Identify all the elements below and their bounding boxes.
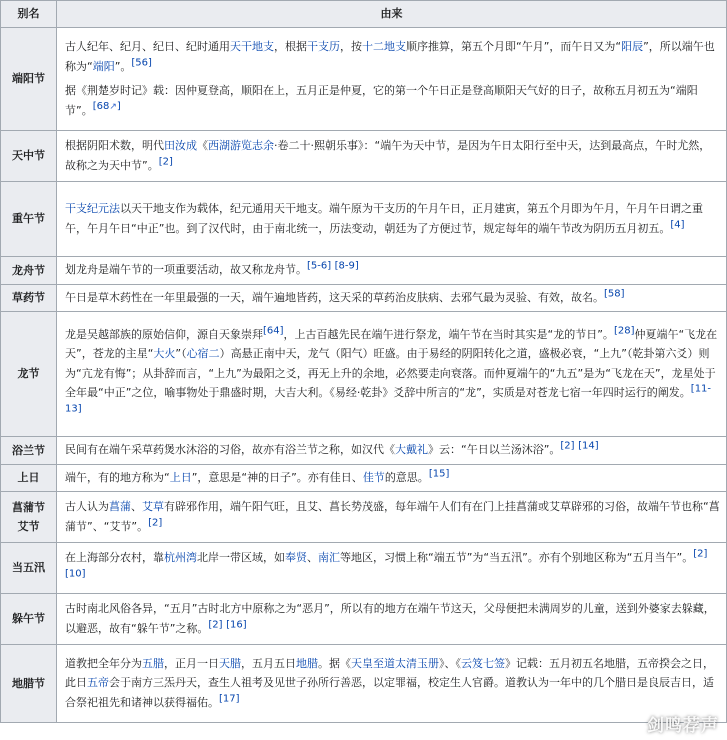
citation-link[interactable]: [15]: [428, 467, 450, 479]
table-row: [1, 257, 727, 285]
table-header: [1, 1, 727, 28]
link[interactable]: 上日: [169, 470, 192, 484]
row-name: 上日: [1, 464, 57, 492]
link[interactable]: 艾草: [142, 500, 164, 513]
row-name: 躲午节: [1, 594, 57, 645]
citation-link[interactable]: [2]: [148, 516, 163, 528]
link[interactable]: 天腊: [219, 656, 241, 670]
row-name: 地腊节: [1, 645, 57, 723]
link[interactable]: 天干地支: [230, 40, 274, 53]
table-row: [1, 464, 727, 492]
citation-link[interactable]: [28]: [613, 325, 635, 337]
citation-link[interactable]: [56]: [131, 56, 152, 68]
table-row: [1, 284, 727, 312]
row-name: 龙节: [1, 312, 57, 437]
table-row: [1, 594, 727, 645]
table-row: [1, 312, 727, 437]
link[interactable]: 西湖游览志余: [208, 139, 274, 152]
row-desc: 古时南北风俗各异，“五月”古时北方中原称之为“恶月”，所以有的地方在端午节这天，父母便把未满周岁的儿童，送到外婆家去躲藏，以避恶，故有“躲午节”之称。[2] [16]: [57, 594, 727, 645]
link[interactable]: 杭州湾: [164, 551, 197, 564]
row-name: 当五汛: [1, 543, 57, 594]
link[interactable]: 南汇: [318, 551, 340, 564]
citation-link[interactable]: [2]: [158, 155, 173, 167]
row-name: 端阳节: [1, 28, 57, 131]
citation-link[interactable]: [16]: [226, 618, 247, 630]
paragraph: 古人纪年、纪月、纪日、纪时通用天干地支，根据干支历，按十二地支顺序推算，第五个月即“午月”，而午日又为“阳辰”，所以端午也称为“端阳”。[56]: [65, 40, 715, 73]
link[interactable]: 地腊: [296, 656, 318, 670]
link[interactable]: 大戴礼: [395, 443, 428, 456]
link[interactable]: 田汝成: [164, 139, 197, 152]
citation-link[interactable]: [5-6]: [307, 260, 332, 272]
link[interactable]: 十二地支: [362, 40, 406, 53]
link[interactable]: 大火: [153, 347, 176, 361]
link[interactable]: 菖蒲: [109, 500, 131, 513]
citation-link[interactable]: [2]: [560, 440, 575, 452]
row-desc: 道教把全年分为五腊，正月一日天腊，五月五日地腊。据《天皇至道太清玉册》、《云笈七签》记载：五月初五名地腊，五帝揆会之日，此日五帝会于南方三炁丹天，查生人祖考及见世子孙所行善恶，以定罪福，校定生人官爵。道教认为一年中的几个腊日是良辰吉日，适合祭祀祖先和诸神以获得福佑。[17]: [57, 645, 727, 723]
row-desc: 根据阴阳术数，明代田汝成《西湖游览志余·卷二十·熙朝乐事》：“端午为天中节，是因为午日太阳行至中天，达到最高点，午时尤然，故称之为天中节”。[2]: [57, 131, 727, 182]
table-row: [1, 182, 727, 257]
row-desc: 午日是草木药性在一年里最强的一天，端午遍地皆药，这天采的草药治皮肤病、去邪气最为灵验、有效，故名。[58]: [57, 284, 727, 312]
link[interactable]: 干支历: [307, 40, 340, 53]
row-desc: [57, 28, 727, 131]
citation-link[interactable]: [14]: [578, 440, 599, 452]
table-row: [1, 28, 727, 131]
col-header-origin: 由来: [57, 1, 727, 28]
citation-link[interactable]: [64]: [263, 325, 284, 337]
citation-link[interactable]: [58]: [604, 287, 625, 299]
link[interactable]: 天皇至道太清玉册: [351, 656, 439, 670]
citation-link[interactable]: [8-9]: [334, 260, 359, 272]
row-name: 浴兰节: [1, 437, 57, 465]
link[interactable]: 云笈七签: [461, 656, 505, 670]
row-name: 天中节: [1, 131, 57, 182]
table-row: [1, 492, 727, 543]
citation-link[interactable]: [2]: [208, 618, 223, 630]
link[interactable]: 干支纪元法: [65, 202, 120, 215]
row-desc: 龙是吴越部族的原始信仰，源自天象崇拜[64]，上古百越先民在端午进行祭龙，端午节在当时其实是“龙的节日”。[28]仲夏端午“飞龙在天”，苍龙的主星“大火”（心宿二）高悬正南中天，龙气（阳气）旺盛。由于易经的阴阳转化之道，盛极必衰，“上九”（乾卦第六爻）则为“亢龙有悔”；从卦辞而言，“上九”为最阳之爻，再无上升的余地，必然要走向衰落。而仲夏端午的“九五”是为“飞龙在天”，龙星处于全年最“中正”之位，喻事物处于鼎盛时期，大吉大利。《易经·乾卦》爻辞中所言的“龙”，实质是对苍龙七宿一年四时运行的阐发。[11-13]: [57, 312, 727, 437]
row-name: 龙舟节: [1, 257, 57, 285]
row-desc: 民间有在端午采草药煲水沐浴的习俗，故亦有浴兰节之称，如汉代《大戴礼》云：“午日以兰汤沐浴”。[2] [14]: [57, 437, 727, 465]
row-name: 重午节: [1, 182, 57, 257]
citation-link[interactable]: [4]: [670, 218, 685, 230]
paragraph: 据《荆楚岁时记》载：因仲夏登高，顺阳在上，五月正是仲夏，它的第一个午日正是登高顺阳天气好的日子，故称五月初五为“端阳节”。[68↗]: [65, 84, 698, 117]
citation-link[interactable]: [11-13]: [65, 383, 712, 415]
link[interactable]: 五腊: [142, 656, 164, 670]
table-row: [1, 437, 727, 465]
link[interactable]: 端阳: [92, 59, 115, 73]
citation-link[interactable]: [68↗]: [92, 100, 121, 112]
table-row: [1, 645, 727, 723]
link[interactable]: 心宿二: [186, 347, 220, 361]
row-desc: 端午，有的地方称为“上日”，意思是“神的日子”。亦有佳日、佳节的意思。[15]: [57, 464, 727, 492]
external-link-icon: ↗: [109, 101, 117, 112]
citation-link[interactable]: [17]: [219, 693, 240, 705]
link[interactable]: 阳辰: [621, 40, 644, 53]
col-header-name: 别名: [1, 1, 57, 28]
row-desc: 划龙舟是端午节的一项重要活动，故又称龙舟节。[5-6] [8-9]: [57, 257, 727, 285]
link[interactable]: 五帝: [87, 676, 109, 690]
watermark: 剑鸣荐声: [647, 715, 719, 736]
table-row: [1, 543, 727, 594]
link[interactable]: 佳节: [362, 470, 385, 484]
row-desc: 干支纪元法以天干地支作为载体，纪元通用天干地支。端午原为干支历的午月午日，正月建寅，第五个月即为午月，午月午日谓之重午，午月午日“中正”也。到了汉代时，由于南北统一，历法变动，朝廷为了方便过节，规定每年的端午节改为阴历五月初五。[4]: [57, 182, 727, 257]
link[interactable]: 奉贤: [285, 551, 307, 564]
table-row: [1, 131, 727, 182]
row-name: 草药节: [1, 284, 57, 312]
citation-link[interactable]: [10]: [65, 567, 86, 579]
row-desc: 古人认为菖蒲、艾草有辟邪作用，端午阳气旺，且艾、菖长势茂盛，每年端午人们有在门上挂菖蒲或艾草辟邪的习俗，故端午节也称“菖蒲节”、“艾节”。[2]: [57, 492, 727, 543]
row-desc: 在上海部分农村，靠杭州湾北岸一带区域，如奉贤、南汇等地区，习惯上称“端五节”为“当五汛”。亦有个别地区称为“五月当午”。[2] [10]: [57, 543, 727, 594]
row-name: 菖蒲节 艾节: [1, 492, 57, 543]
citation-link[interactable]: [2]: [693, 548, 708, 560]
